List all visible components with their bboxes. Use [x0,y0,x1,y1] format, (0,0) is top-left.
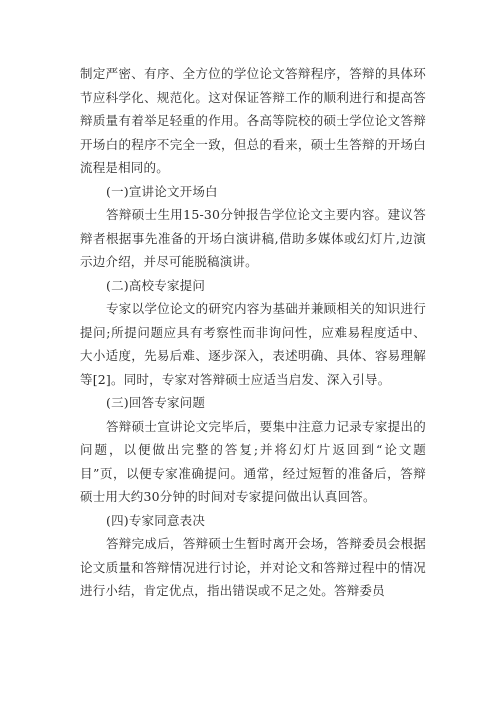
section-paragraph-1: 答辩硕士生用15-30分钟报告学位论文主要内容。建议答辩者根据事先准备的开场白演讲稿,借助多媒体或幻灯片,边演示边介绍，并尽可能脱稿演讲。 [80,207,426,269]
intro-paragraph: 制定严密、有序、全方位的学位论文答辩程序，答辩的具体环节应科学化、规范化。这对保证答辩工作的顺利进行和提高答辩质量有着举足轻重的作用。各高等院校的硕士学位论文答辩开场白的程序不完全一致，但总的看来，硕士生答辩的开场白流程是相同的。 [80,66,426,175]
section-paragraph-2: 专家以学位论文的研究内容为基础并兼顾相关的知识进行提问;所提问题应具有考察性而非询问性，应难易程度适中、大小适度，先易后难、逐步深入，表述明确、具体、容易理解等[2]。同时，专家对答辩硕士应适当启发、深入引导。 [80,301,426,387]
section-heading-3: (三)回答专家问题 [106,395,206,410]
section-paragraph-3: 答辩硕士宣讲论文完毕后，要集中注意力记录专家提出的问题，以便做出完整的答复;并将幻灯片返回到“论文题目”页，以便专家准确提问。通常，经过短暂的准备后，答辩硕士用大约30分钟的时间对专家提问做出认真回答。 [80,418,426,504]
document-body [80,62,426,603]
section-heading-4: (四)专家同意表决 [106,512,206,528]
section-heading-1: (一)宣讲论文开场白 [106,183,218,199]
section-heading-2: (二)高校专家提问 [106,277,206,293]
section-paragraph-4: 答辩完成后，答辩硕士生暂时离开会场，答辩委员会根据论文质量和答辩情况进行讨论，并对论文和答辩过程中的情况进行小结，肯定优点，指出错误或不足之处。答辩委员 [80,536,426,598]
